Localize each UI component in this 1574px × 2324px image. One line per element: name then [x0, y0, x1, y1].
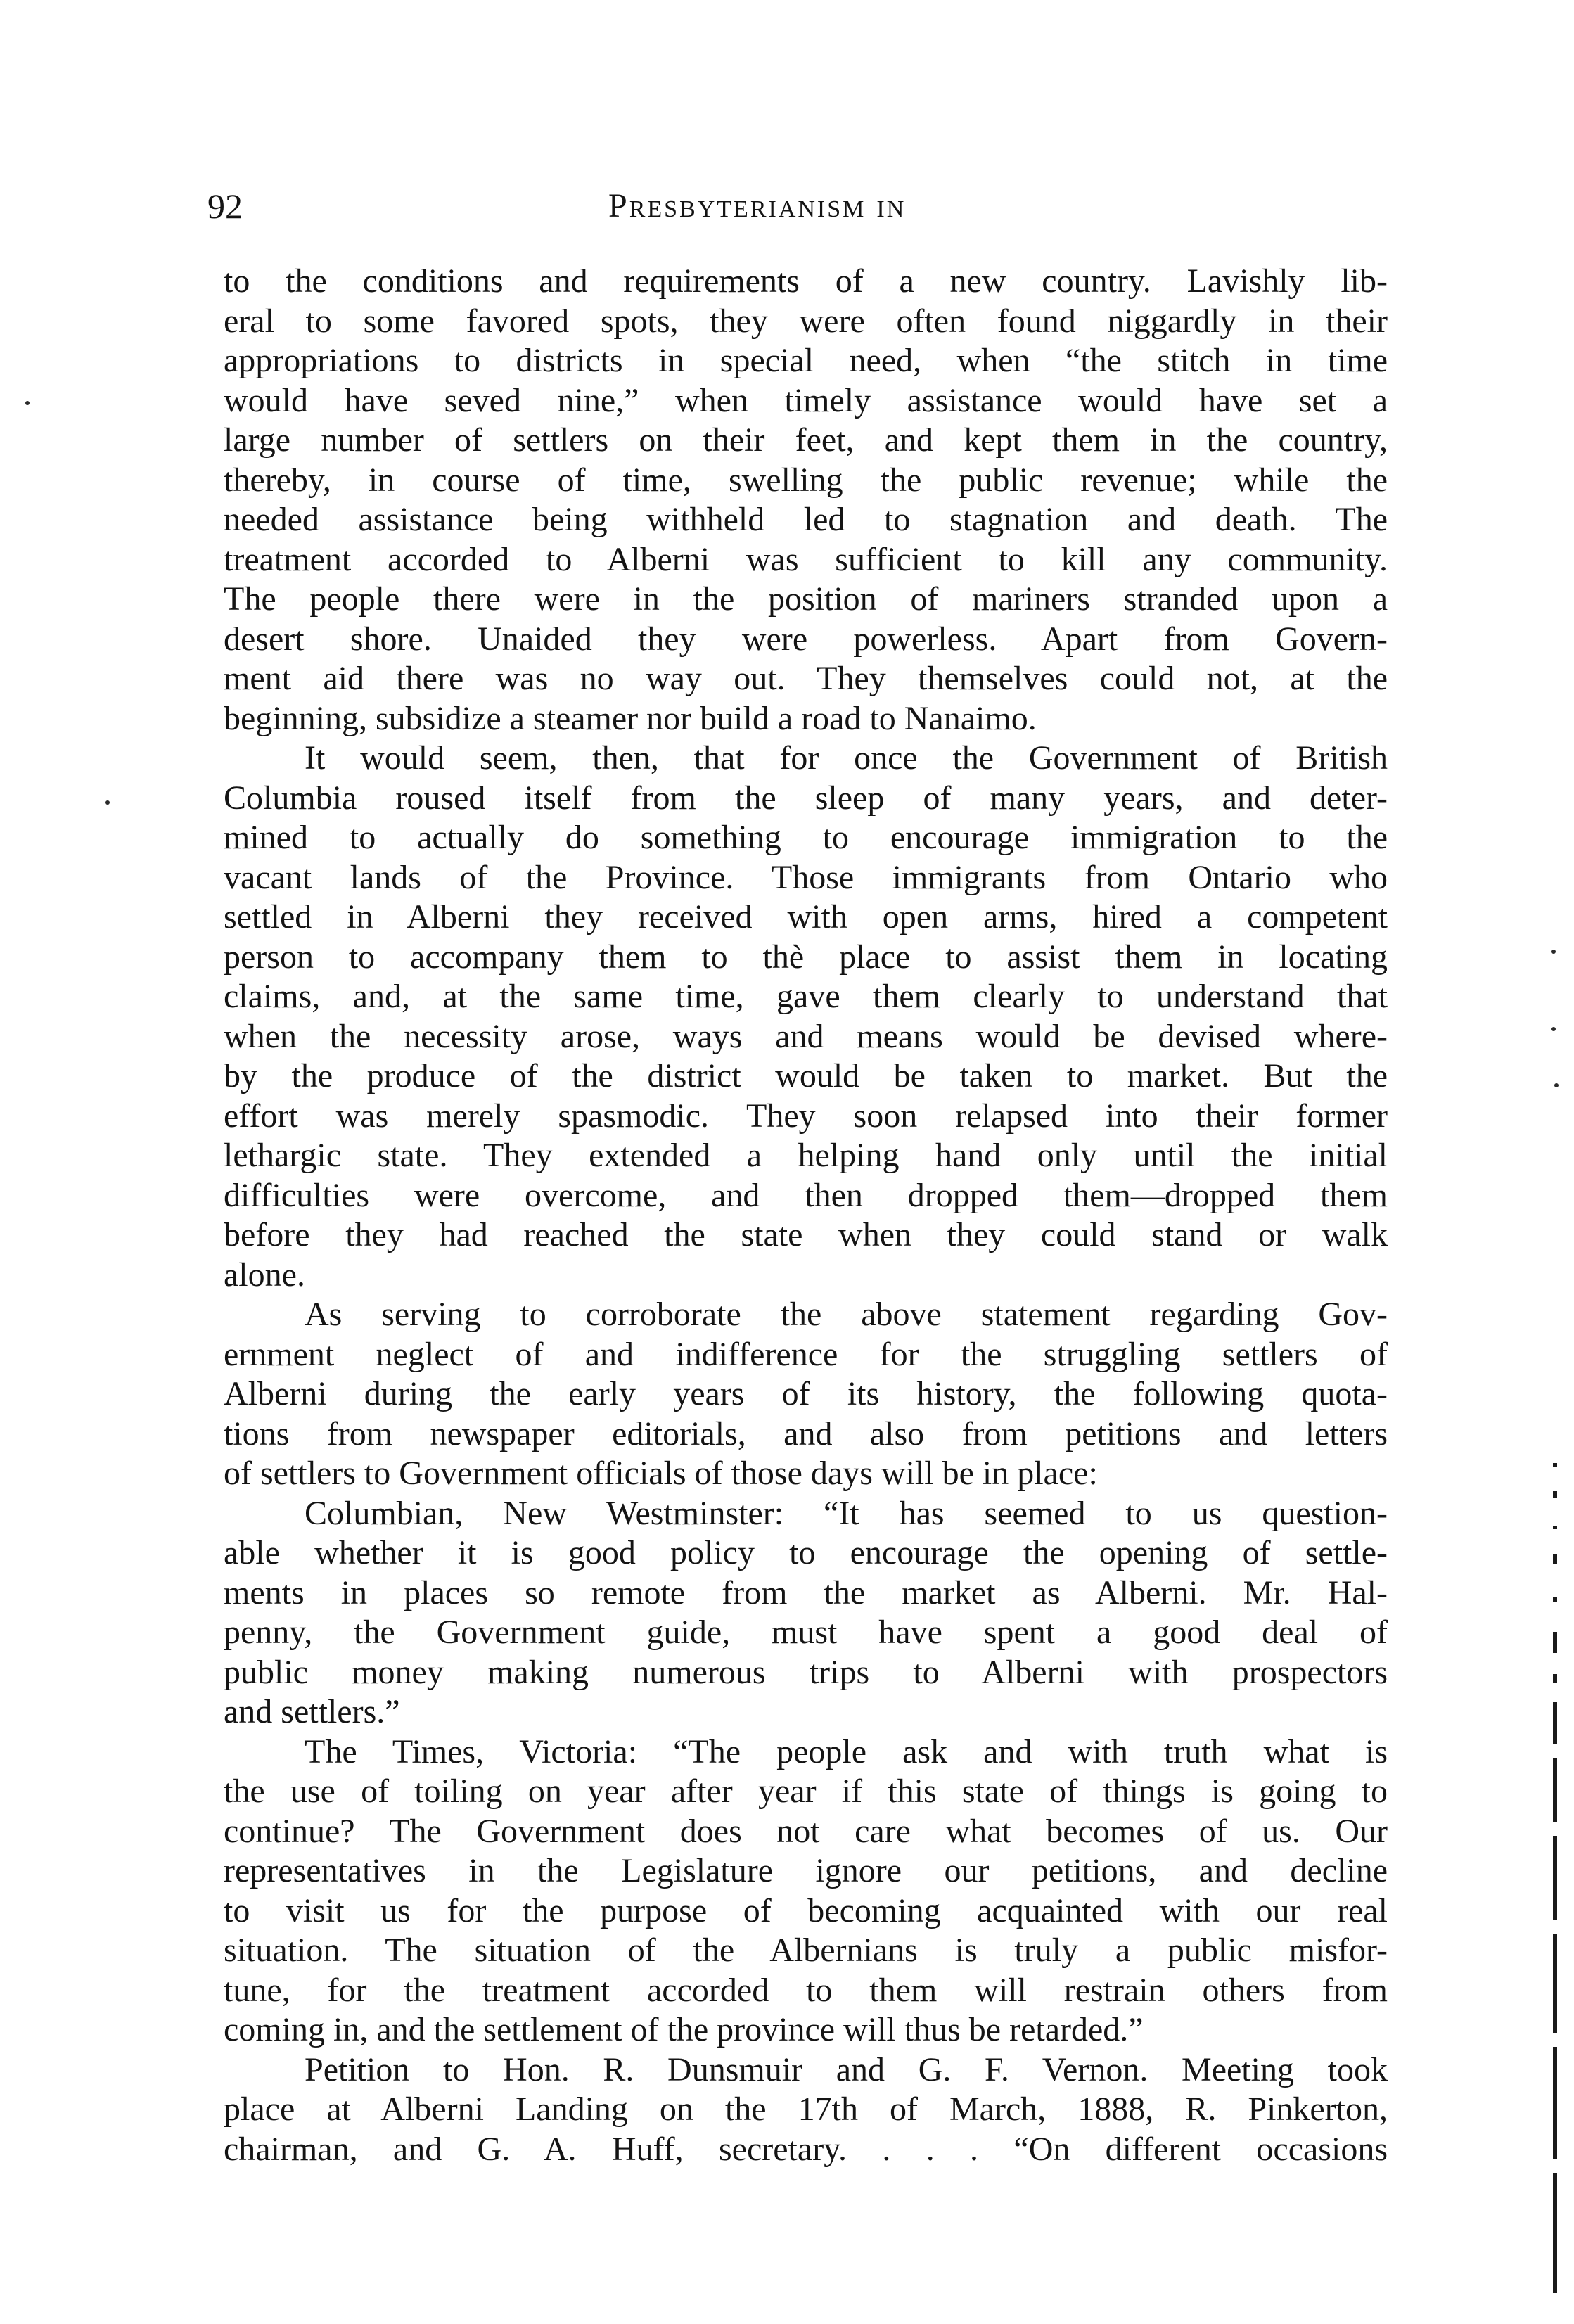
text-line: by the produce of the district would be taken to market. But the — [224, 1057, 1388, 1094]
text-line: needed assistance being withheld led to stagnation and death. The — [224, 501, 1388, 538]
text-line: The Times, Victoria: “The people ask and with truth what is — [305, 1732, 1388, 1770]
text-line: lethargic state. They extended a helping hand only until the initial — [224, 1137, 1388, 1174]
text-line: Columbian, New Westminster: “It has seemed to us question- — [305, 1494, 1388, 1532]
text-line: desert shore. Unaided they were powerless. Apart from Govern- — [224, 620, 1388, 658]
text-line: large number of settlers on their feet, and kept them in the country, — [224, 421, 1388, 459]
margin-speck — [1554, 1083, 1559, 1087]
text-line: would have seved nine,” when timely assistance would have set a — [224, 381, 1388, 419]
text-line: Alberni during the early years of its history, the following quota- — [224, 1375, 1388, 1412]
scan-edge-mark — [1553, 1702, 1557, 1744]
text-line: able whether it is good policy to encourage the opening of settle- — [224, 1534, 1388, 1571]
text-line: and settlers.” — [224, 1693, 400, 1730]
text-line: to the conditions and requirements of a new country. Lavishly lib- — [224, 262, 1388, 300]
scan-edge-mark — [1553, 1836, 1557, 1920]
scan-edge-mark — [1553, 2173, 1557, 2293]
text-line: eral to some favored spots, they were often found niggardly in their — [224, 302, 1388, 340]
text-line: ernment neglect of and indifference for the struggling settlers of — [224, 1335, 1388, 1373]
scan-edge-mark — [1553, 1526, 1557, 1529]
text-line: claims, and, at the same time, gave them clearly to understand that — [224, 978, 1388, 1015]
scan-edge-mark — [1553, 1491, 1557, 1498]
margin-speck — [1551, 950, 1556, 954]
text-line: person to accompany them to thè place to assist them in locating — [224, 938, 1388, 976]
text-line: the use of toiling on year after year if this state of things is going to — [224, 1773, 1388, 1810]
text-line: vacant lands of the Province. Those immigrants from Ontario who — [224, 858, 1388, 896]
text-line: continue? The Government does not care what becomes of us. Our — [224, 1812, 1388, 1850]
margin-speck — [25, 401, 30, 405]
text-line: It would seem, then, that for once the Government of British — [305, 739, 1388, 777]
text-line: chairman, and G. A. Huff, secretary. . . . “On different occasions — [224, 2130, 1388, 2168]
text-line: public money making numerous trips to Alberni with prospectors — [224, 1653, 1388, 1691]
text-line: settled in Alberni they received with open arms, hired a competent — [224, 898, 1388, 936]
text-line: before they had reached the state when they could stand or walk — [224, 1216, 1388, 1253]
text-line: Petition to Hon. R. Dunsmuir and G. F. Vernon. Meeting took — [305, 2050, 1388, 2088]
text-line: The people there were in the position of mariners stranded upon a — [224, 580, 1388, 618]
text-line: As serving to corroborate the above statement regarding Gov- — [305, 1296, 1388, 1333]
text-line: penny, the Government guide, must have spent a good deal of — [224, 1614, 1388, 1651]
scan-edge-mark — [1553, 1674, 1557, 1683]
text-line: coming in, and the settlement of the province will thus be retarded.” — [224, 2011, 1144, 2048]
text-line: mined to actually do something to encourage immigration to the — [224, 819, 1388, 856]
scan-edge-artifact — [1550, 1463, 1561, 2293]
scan-edge-mark — [1553, 1758, 1557, 1822]
text-line: beginning, subsidize a steamer nor build a road to Nanaimo. — [224, 699, 1037, 737]
page-number: 92 — [207, 186, 243, 226]
text-line: treatment accorded to Alberni was sufficient to kill any community. — [224, 540, 1388, 578]
text-line: Columbia roused itself from the sleep of many years, and deter- — [224, 779, 1388, 817]
text-line: tions from newspaper editorials, and also from petitions and letters — [224, 1415, 1388, 1452]
scan-edge-mark — [1553, 1632, 1557, 1653]
margin-speck — [1551, 1027, 1556, 1031]
text-line: place at Alberni Landing on the 17th of March, 1888, R. Pinkerton, — [224, 2090, 1388, 2128]
text-line: tune, for the treatment accorded to them will restrain others from — [224, 1971, 1388, 2009]
text-line: difficulties were overcome, and then dropped them—dropped them — [224, 1176, 1388, 1214]
text-line: effort was merely spasmodic. They soon relapsed into their former — [224, 1097, 1388, 1135]
text-line: appropriations to districts in special need, when “the stitch in time — [224, 342, 1388, 379]
text-line: when the necessity arose, ways and means would be devised where- — [224, 1017, 1388, 1055]
text-line: of settlers to Government officials of those days will be in place: — [224, 1455, 1098, 1492]
scan-edge-mark — [1553, 1463, 1557, 1467]
text-line: thereby, in course of time, swelling the public revenue; while the — [224, 461, 1388, 499]
text-line: situation. The situation of the Albernians is truly a public misfor- — [224, 1932, 1388, 1969]
running-title: Presbyterianism in — [608, 187, 907, 224]
scan-edge-mark — [1553, 1934, 1557, 2033]
scan-edge-mark — [1553, 1597, 1557, 1602]
text-line: ments in places so remote from the market as Alberni. Mr. Hal- — [224, 1573, 1388, 1611]
scan-edge-mark — [1553, 2047, 1557, 2159]
body-text — [224, 262, 1388, 2169]
text-line: alone. — [224, 1256, 305, 1294]
margin-speck — [105, 800, 110, 805]
text-line: to visit us for the purpose of becoming acquainted with our real — [224, 1891, 1388, 1929]
page-header — [207, 181, 1403, 238]
text-line: representatives in the Legislature ignore our petitions, and decline — [224, 1852, 1388, 1889]
scan-edge-mark — [1553, 1554, 1557, 1564]
text-line: ment aid there was no way out. They themselves could not, at the — [224, 660, 1388, 697]
